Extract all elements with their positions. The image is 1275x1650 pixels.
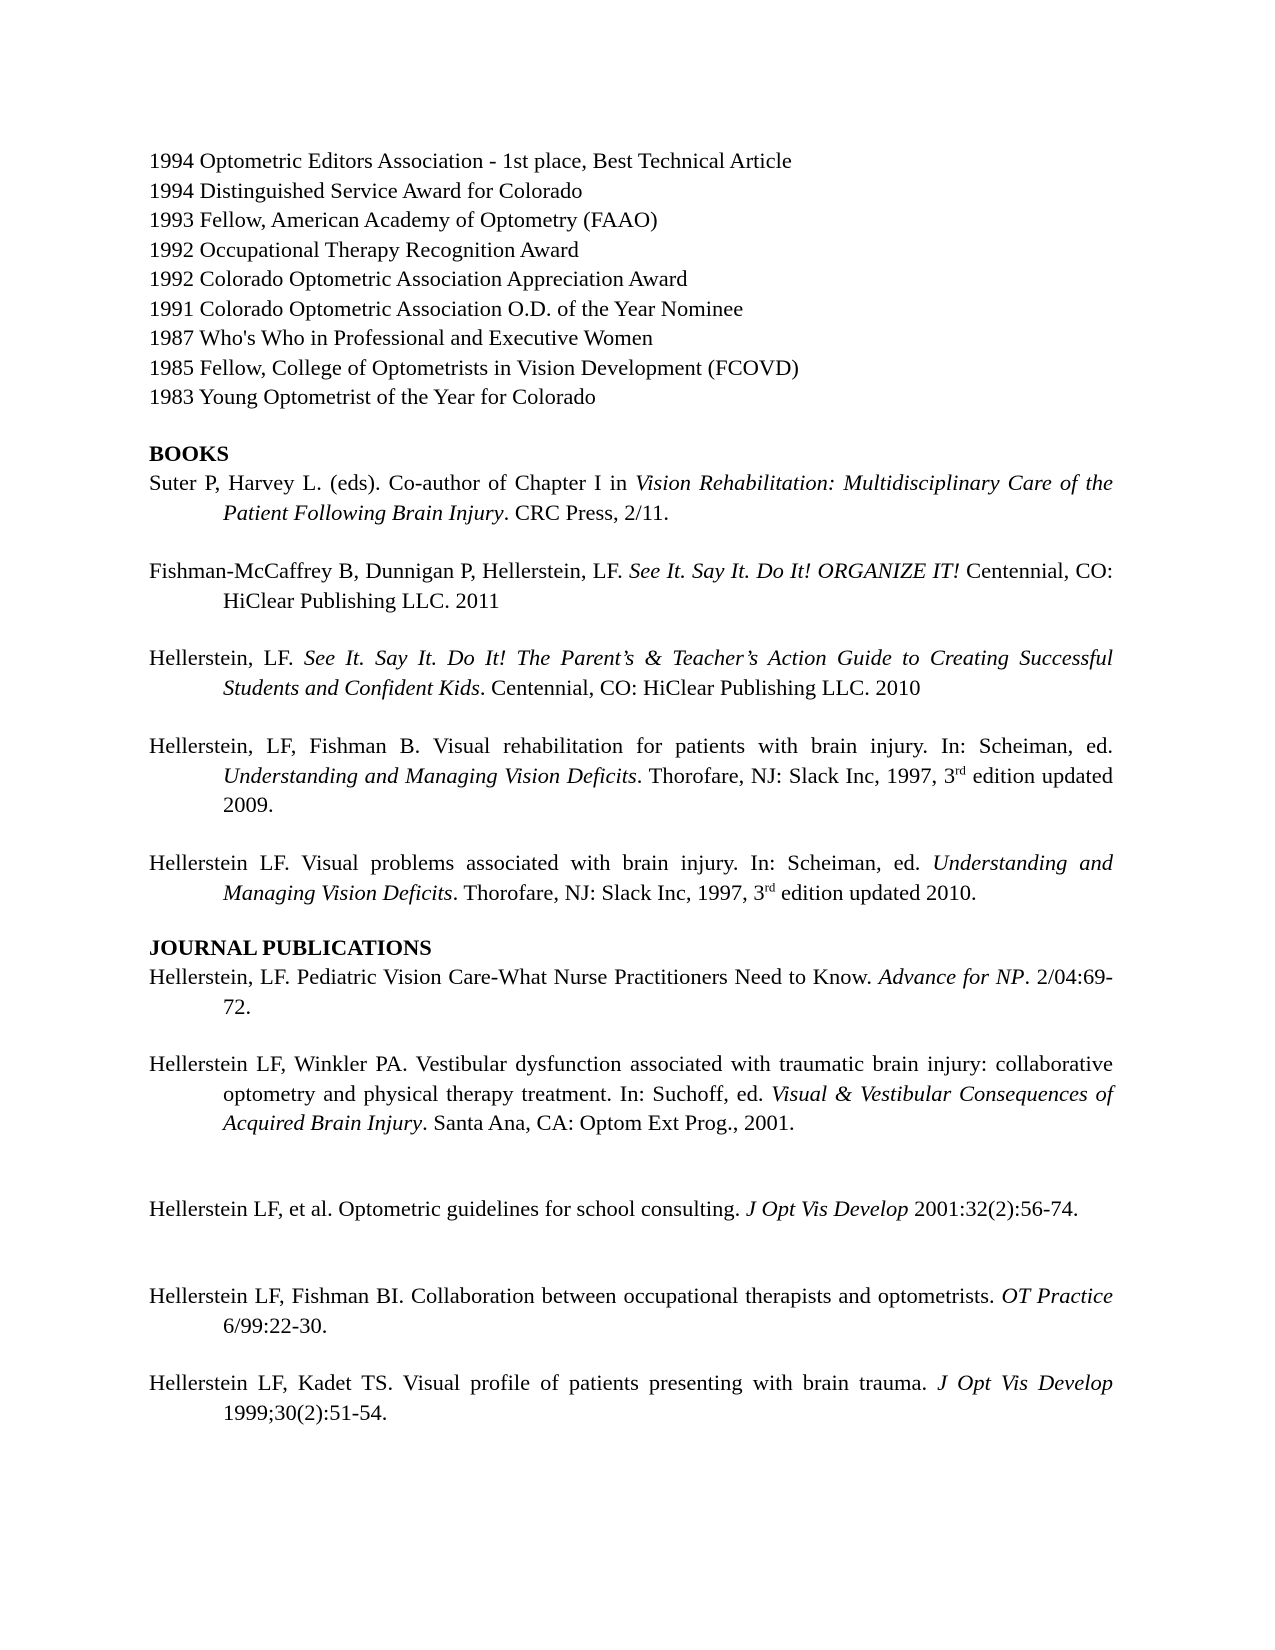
award-item: 1994 Optometric Editors Association - 1st place, Best Technical Article — [149, 148, 792, 173]
award-item: 1987 Who's Who in Professional and Executive Women — [149, 325, 654, 350]
entry-details: . Santa Ana, CA: Optom Ext Prog., 2001. — [422, 1110, 795, 1135]
entry-details: . CRC Press, 2/11. — [503, 499, 670, 525]
entry-authors: Hellerstein LF. Visual problems associated with brain injury. In: Scheiman, ed. — [149, 850, 933, 875]
entry-authors: Hellerstein, LF. Pediatric Vision Care-What Nurse Practitioners Need to Know. — [149, 964, 879, 989]
entry-title: J Opt Vis Develop — [745, 1196, 909, 1221]
entry-title: Vision Rehabilitation: Multidisciplinary Care of the Patient Following Brain Injury — [223, 470, 1113, 525]
entry-details: . Centennial, CO: HiClear Publishing LLC. 2010 — [479, 674, 921, 700]
book-entry — [149, 468, 1113, 527]
entry-details: . Thorofare, NJ: Slack Inc, 1997, 3 — [452, 879, 765, 905]
journal-entry — [149, 962, 1113, 1021]
entry-authors: Hellerstein LF, Fishman BI. Collaboration between occupational therapists and optometrists. — [149, 1283, 1002, 1308]
entry-authors: Hellerstein, LF. — [149, 645, 304, 670]
award-item: 1993 Fellow, American Academy of Optometry (FAAO) — [149, 207, 658, 232]
entry-details: Centennial, CO: HiClear Publishing LLC. 2011 — [223, 558, 1113, 613]
entry-title: OT Practice — [1001, 1283, 1114, 1308]
award-item: 1992 Occupational Therapy Recognition Award — [149, 236, 579, 262]
entry-details: 2001:32(2):56-74. — [908, 1196, 1079, 1221]
entry-authors: Hellerstein LF, Winkler PA. Vestibular dysfunction associated with traumatic brain injury: collaborative optometry and physical therapy treatment. In: Suchoff, ed. — [149, 1051, 1113, 1106]
entry-title: Understanding and Managing Vision Deficits — [223, 762, 637, 788]
entry-details: edition updated 2010. — [775, 879, 977, 905]
entry-details: edition updated 2009. — [223, 762, 1114, 817]
journal-entry — [149, 1281, 1113, 1340]
entry-details: 6/99:22-30. — [223, 1312, 328, 1338]
entry-authors: Hellerstein LF, Kadet TS. Visual profile of patients presenting with brain trauma. — [149, 1370, 938, 1395]
award-item: 1985 Fellow, College of Optometrists in Vision Development (FCOVD) — [149, 354, 799, 380]
journal-publications-heading: JOURNAL PUBLICATIONS — [149, 935, 432, 960]
entry-title: Advance for NP — [878, 964, 1025, 989]
entry-details: . 2/04:69-72. — [223, 964, 1113, 1019]
entry-authors: Hellerstein, LF, Fishman B. Visual rehabilitation for patients with brain injury. In: Scheiman, ed. — [149, 733, 1113, 758]
entry-title: Understanding and Managing Vision Deficits — [223, 850, 1114, 905]
book-entry — [149, 556, 1113, 615]
entry-authors: Suter P, Harvey L. (eds). Co-author of Chapter I in — [149, 470, 636, 495]
entry-title: J Opt Vis Develop — [937, 1370, 1113, 1395]
entry-authors: Fishman-McCaffrey B, Dunnigan P, Hellerstein, LF. — [149, 558, 630, 583]
entry-details: . Thorofare, NJ: Slack Inc, 1997, 3 — [636, 762, 956, 788]
superscript: rd — [764, 879, 776, 894]
award-item: 1994 Distinguished Service Award for Colorado — [149, 177, 583, 203]
journal-entry — [149, 1194, 1113, 1224]
books-heading: BOOKS — [149, 441, 230, 466]
book-entry — [149, 731, 1113, 820]
award-item: 1991 Colorado Optometric Association O.D. of the Year Nominee — [149, 295, 744, 321]
entry-authors: Hellerstein LF, et al. Optometric guidelines for school consulting. — [149, 1196, 746, 1221]
book-entry — [149, 848, 1113, 907]
superscript: rd — [955, 762, 966, 777]
entry-title: See It. Say It. Do It! ORGANIZE IT! — [629, 558, 960, 583]
entry-title: See It. Say It. Do It! The Parent’s & Teacher’s Action Guide to Creating Successful Students and Confident Kids — [223, 645, 1113, 700]
journal-entry — [149, 1049, 1113, 1138]
book-entry — [149, 643, 1113, 702]
award-item: 1983 Young Optometrist of the Year for Colorado — [149, 384, 596, 409]
awards-list — [149, 146, 1129, 412]
journal-entry — [149, 1368, 1113, 1427]
award-item: 1992 Colorado Optometric Association Appreciation Award — [149, 266, 688, 291]
entry-details: 1999;30(2):51-54. — [223, 1399, 388, 1425]
entry-title: Visual & Vestibular Consequences of Acquired Brain Injury — [223, 1080, 1113, 1135]
